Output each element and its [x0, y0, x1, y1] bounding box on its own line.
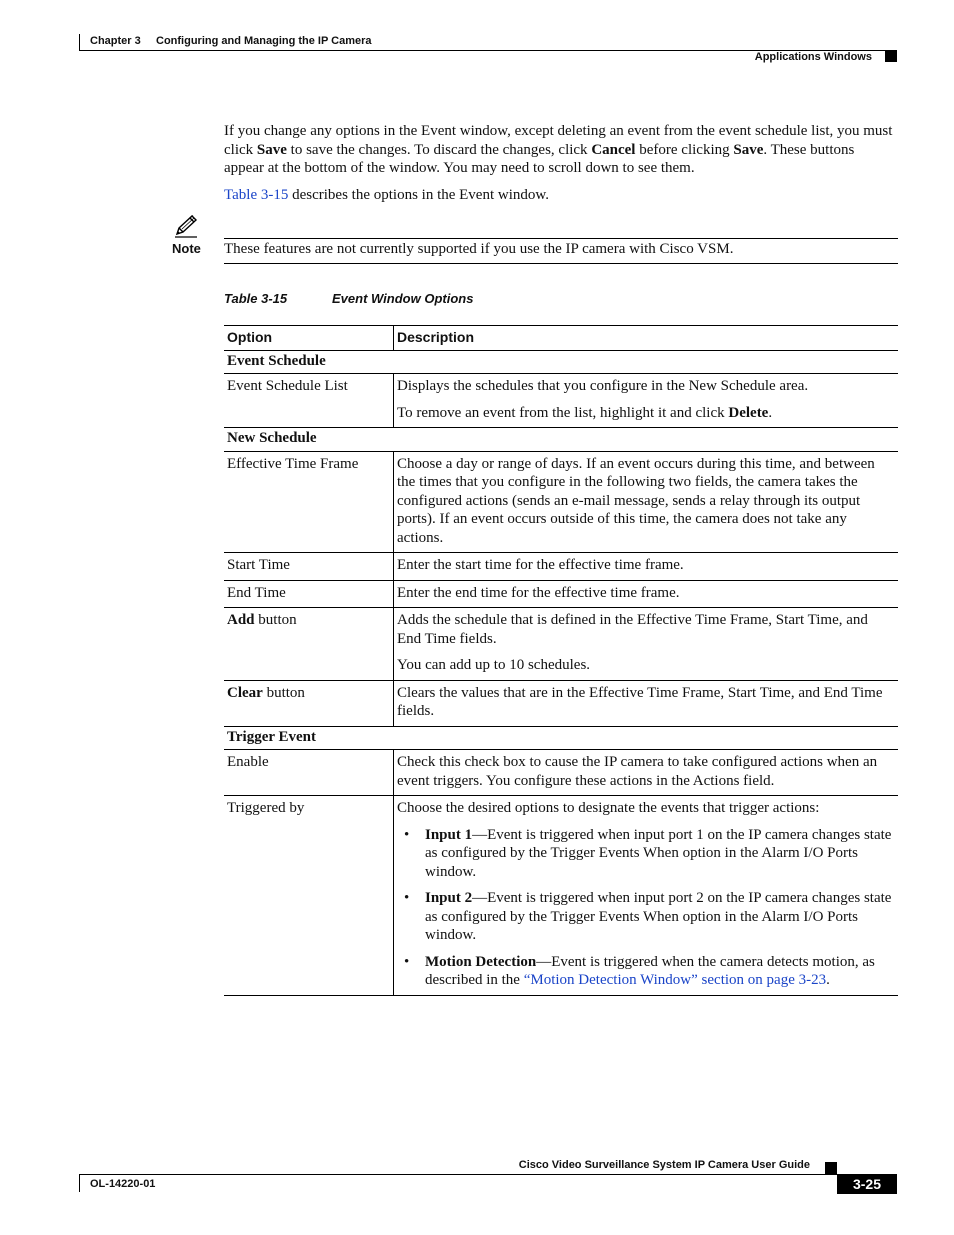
footer-rule [79, 1174, 897, 1175]
table-row [224, 680, 898, 726]
footer-rule-vertical [79, 1174, 80, 1192]
list-item: • Motion Detection—Event is triggered when the camera detects motion, as described in the “Motion Detection Window” section on page 3-23. [404, 953, 875, 988]
description-cell: Choose the desired options to designate the events that trigger actions: • Input 1—Event is triggered when input port 1 on the IP camera changes state as configured by the Trigger Events When option in the Alarm I/O Ports window. • Input 2—Event is triggered when input port 2 on the IP camera changes state as configured by the Trigger Events When option in the Alarm I/O Ports window. • Motion Detection—Event is triggered when the camera detects motion, as described in the “Motion Detection Window” section on page 3-23. [394, 796, 899, 996]
option-cell: End Time [224, 580, 394, 608]
option-cell: Triggered by [224, 796, 394, 996]
description-cell: Enter the start time for the effective time frame. [397, 557, 684, 573]
description-cell: Choose a day or range of days. If an event occurs during this time, and between the times that you configure in the following two fields, the camera takes the configured actions (sends an e-mail message, sends a relay through its output ports). If an event occurs outside of this time, the camera does not take any actions. [397, 455, 875, 546]
table-reference-paragraph: Table 3-15 describes the options in the Event window. [224, 187, 549, 203]
motion-detection-window-link[interactable]: “Motion Detection Window” section on page 3-23 [523, 972, 827, 988]
table-3-15-link[interactable]: Table 3-15 [224, 187, 289, 203]
delete-keyword: Delete [728, 404, 769, 421]
table-row [224, 553, 898, 581]
table-row [224, 608, 898, 681]
note-rule-top [224, 238, 898, 239]
bullet-icon: • [404, 890, 410, 906]
event-window-options-table [224, 325, 898, 996]
table-row [224, 796, 898, 996]
description-cell: Enter the end time for the effective time frame. [397, 584, 680, 601]
section-event-schedule: Event Schedule [227, 352, 326, 369]
option-cell: Event Schedule List [224, 374, 394, 428]
footer-marker [825, 1162, 837, 1174]
list-item: • Input 2—Event is triggered when input port 2 on the IP camera changes state as configured by the Trigger Events When option in the Alarm I/O Ports window. [404, 890, 892, 943]
option-cell: Start Time [224, 553, 394, 581]
option-cell: Add button [224, 608, 394, 681]
list-item: • Input 1—Event is triggered when input port 1 on the IP camera changes state as configured by the Trigger Events When option in the Alarm I/O Ports window. [404, 826, 892, 880]
table-row [224, 750, 898, 796]
description-cell: Clears the values that are in the Effective Time Frame, Start Time, and End Time fields. [397, 684, 883, 719]
option-cell: Clear button [224, 680, 394, 726]
cancel-keyword: Cancel [591, 141, 636, 158]
section-trigger-event: Trigger Event [227, 728, 317, 745]
document-number: OL-14220-01 [90, 1178, 156, 1190]
guide-title: Cisco Video Surveillance System IP Camera User Guide [518, 1159, 810, 1171]
table-header-row [224, 326, 898, 351]
description-cell: Check this check box to cause the IP camera to take configured actions when an event triggers. You configure these actions in the Actions field. [397, 754, 878, 789]
note-rule-bottom [224, 263, 898, 264]
save-keyword: Save [733, 141, 764, 158]
description-cell: Displays the schedules that you configure in the New Schedule area. To remove an event from the list, highlight it and click Delete. [397, 378, 809, 421]
table-caption-number: Table 3-15 [224, 291, 288, 306]
description-cell: Adds the schedule that is defined in the Effective Time Frame, Start Time, and End Time fields. You can add up to 10 schedules. [397, 612, 868, 673]
bullet-icon: • [404, 826, 410, 843]
column-header-option: Option [224, 326, 394, 351]
table-caption-title: Event Window Options [332, 291, 474, 306]
intro-paragraph: If you change any options in the Event window, except deleting an event from the event schedule list, you must click Save to save the changes. To discard the changes, click Cancel before clicking Save. These buttons appear at the bottom of the window. You may need to scroll down to see them. [224, 123, 893, 176]
page-number: 3-25 [837, 1175, 897, 1194]
trigger-options-list [397, 826, 895, 990]
pencil-note-icon [173, 214, 199, 238]
save-keyword: Save [256, 141, 287, 158]
note-label: Note [172, 241, 201, 256]
header-rule-vertical [79, 34, 80, 50]
option-cell: Enable [224, 750, 394, 796]
note-text: These features are not currently supported if you use the IP camera with Cisco VSM. [224, 241, 734, 257]
section-new-schedule: New Schedule [227, 430, 317, 446]
section-title: Applications Windows [754, 51, 872, 63]
chapter-number: Chapter 3 [90, 35, 141, 47]
table-row [224, 451, 898, 553]
header-marker [885, 50, 897, 62]
table-section-row [224, 428, 898, 452]
bullet-icon: • [404, 953, 410, 970]
table-row [224, 374, 898, 428]
chapter-title: Configuring and Managing the IP Camera [156, 35, 372, 47]
table-section-row [224, 726, 898, 750]
table-section-row [224, 350, 898, 374]
table-row [224, 580, 898, 608]
column-header-description: Description [397, 329, 475, 345]
option-cell: Effective Time Frame [224, 451, 394, 553]
